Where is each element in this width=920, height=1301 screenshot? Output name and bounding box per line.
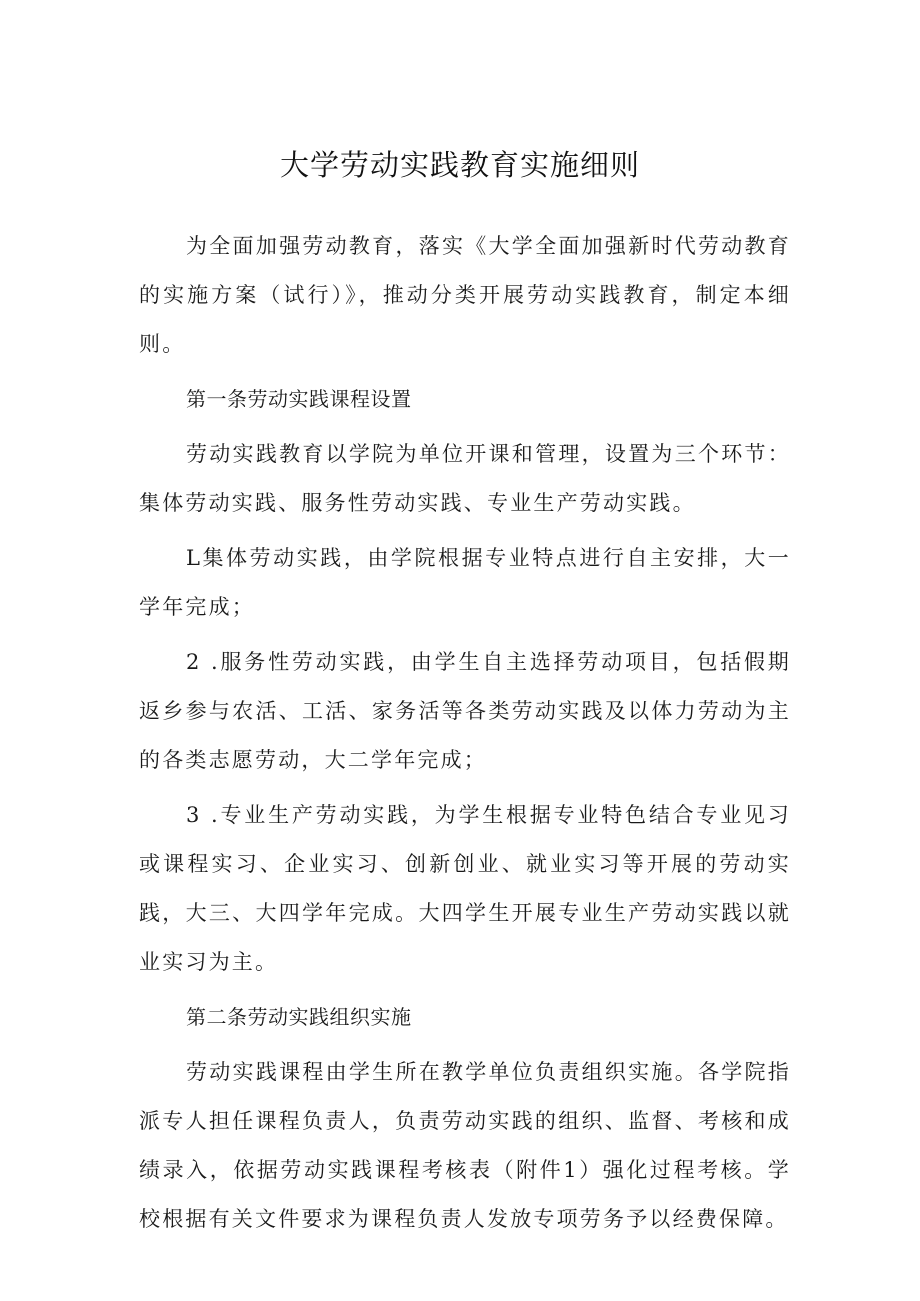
article-2-heading: 第二条劳动实践组织实施 — [186, 1005, 412, 1029]
document-title: 大学劳动实践教育实施细则 — [279, 148, 640, 182]
article-1-heading: 第一条劳动实践课程设置 — [186, 387, 412, 411]
item-3-paragraph: 3 .专业生产劳动实践，为学生根据专业特色结合专业见习或课程实习、企业实习、创新创业、就业实习等开展的劳动实践，大三、大四学年完成。大四学生开展专业生产劳动实践以就业实习为主。 — [139, 803, 791, 974]
item-2-paragraph: 2 .服务性劳动实践，由学生自主选择劳动项目，包括假期返乡参与农活、工活、家务活等各类劳动实践及以体力劳动为主的各类志愿劳动，大二学年完成； — [139, 650, 791, 772]
article-2-paragraph: 劳动实践课程由学生所在教学单位负责组织实施。各学院指派专人担任课程负责人，负责劳动实践的组织、监督、考核和成绩录入，依据劳动实践课程考核表（附件1）强化过程考核。学校根据有关文件要求为课程负责人发放专项劳务予以经费保障。 — [139, 1060, 791, 1231]
item-1-paragraph: L集体劳动实践，由学院根据专业特点进行自主安排，大一学年完成； — [139, 546, 791, 619]
article-1-paragraph: 劳动实践教育以学院为单位开课和管理，设置为三个环节：集体劳动实践、服务性劳动实践、专业生产劳动实践。 — [139, 442, 791, 515]
document-body — [139, 222, 791, 1250]
intro-paragraph: 为全面加强劳动教育，落实《大学全面加强新时代劳动教育的实施方案（试行）》，推动分类开展劳动实践教育，制定本细则。 — [139, 234, 791, 356]
